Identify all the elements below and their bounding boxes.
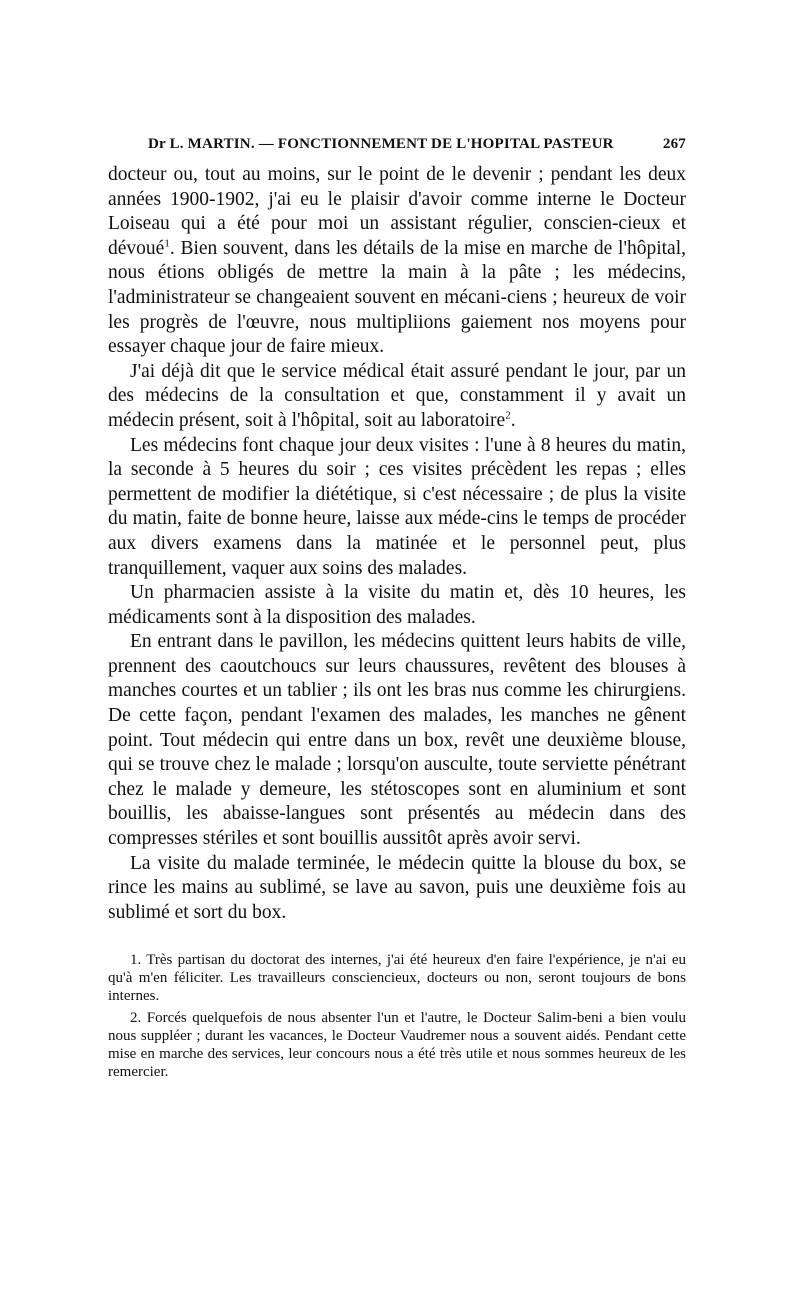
running-head [148, 136, 686, 153]
footnote-ref-1: 1 [164, 237, 170, 250]
running-title: Dr L. MARTIN. — FONCTIONNEMENT DE L'HOPITAL PASTEUR [148, 136, 614, 152]
paragraph-5: En entrant dans le pavillon, les médecins quittent leurs habits de ville, prennent des caoutchoucs sur leurs chaussures, revêtent des blouses à manches courtes et un tablier ; ils ont les bras nus comme les chirurgiens. De cette façon, pendant l'examen des malades, les manches ne gênent point. Tout médecin qui entre dans un box, revêt une deuxième blouse, qui se trouve chez le malade ; lorsqu'on ausculte, toute serviette pénétrant chez le malade y demeure, les stétoscopes sont en aluminium et sont bouillis, les abaisse-langues sont présentés au médecin dans des compresses stériles et sont bouillis aussitôt après avoir servi. [108, 631, 686, 850]
footnotes [108, 951, 686, 1081]
footnote-2: 2. Forcés quelquefois de nous absenter l'un et l'autre, le Docteur Salim-beni a bien voulu nous suppléer ; durant les vacances, le Docteur Vaudremer nous a souvent aidés. Pendant cette mise en marche des services, leur concours nous a été très utile et nous sommes heureux de les remercier. [108, 1010, 686, 1081]
paragraph-1 [108, 163, 686, 360]
paragraph-3: Les médecins font chaque jour deux visites : l'une à 8 heures du matin, la seconde à 5 heures du soir ; ces visites précèdent les repas ; elles permettent de modifier la diététique, si c'est nécessaire ; de plus la visite du matin, faite de bonne heure, laisse aux méde-cins le temps de procéder aux divers examens dans la matinée et le personnel peut, plus tranquillement, vaquer aux soins des malades. [108, 434, 686, 579]
paragraph-2-text-end: . [510, 409, 516, 431]
page-number: 267 [662, 136, 686, 152]
paragraph-6: La visite du malade terminée, le médecin quitte la blouse du box, se rince les mains au sublimé, se lave au savon, puis une deuxième fois au sublimé et sort du box. [108, 852, 686, 923]
body-text [108, 163, 686, 925]
paragraph-1-text: docteur ou, tout au moins, sur le point de le devenir ; pendant les deux années 1900-1902, j'ai eu le plaisir d'avoir comme interne le Docteur Loiseau qui a été pour moi un assistant régulier, conscien-cieux et dévoué [108, 164, 686, 259]
footnote-1: 1. Très partisan du doctorat des internes, j'ai été heureux d'en faire l'expérience, je n'ai eu qu'à m'en féliciter. Les travailleurs consciencieux, docteurs ou non, seront toujours de bons internes. [108, 952, 686, 1005]
paragraph-4: Un pharmacien assiste à la visite du matin et, dès 10 heures, les médicaments sont à la disposition des malades. [108, 582, 686, 628]
footnote-ref-2: 2 [505, 409, 511, 422]
paragraph-2 [108, 360, 686, 434]
paragraph-1-text-end: . Bien souvent, dans les détails de la mise en marche de l'hôpital, nous étions obligés de mettre la main à la pâte ; les médecins, l'administrateur se changeaient souvent en mécani-ciens ; heureux de voir les progrès de l'œuvre, nous multipliions gaiement nos moyens pour essayer chaque jour de faire mieux. [108, 237, 686, 358]
paragraph-2-text: J'ai déjà dit que le service médical était assuré pendant le jour, par un des médecins de la consultation et que, constamment il y avait un médecin présent, soit à l'hôpital, soit au laboratoire [108, 360, 686, 431]
page [108, 136, 686, 1085]
